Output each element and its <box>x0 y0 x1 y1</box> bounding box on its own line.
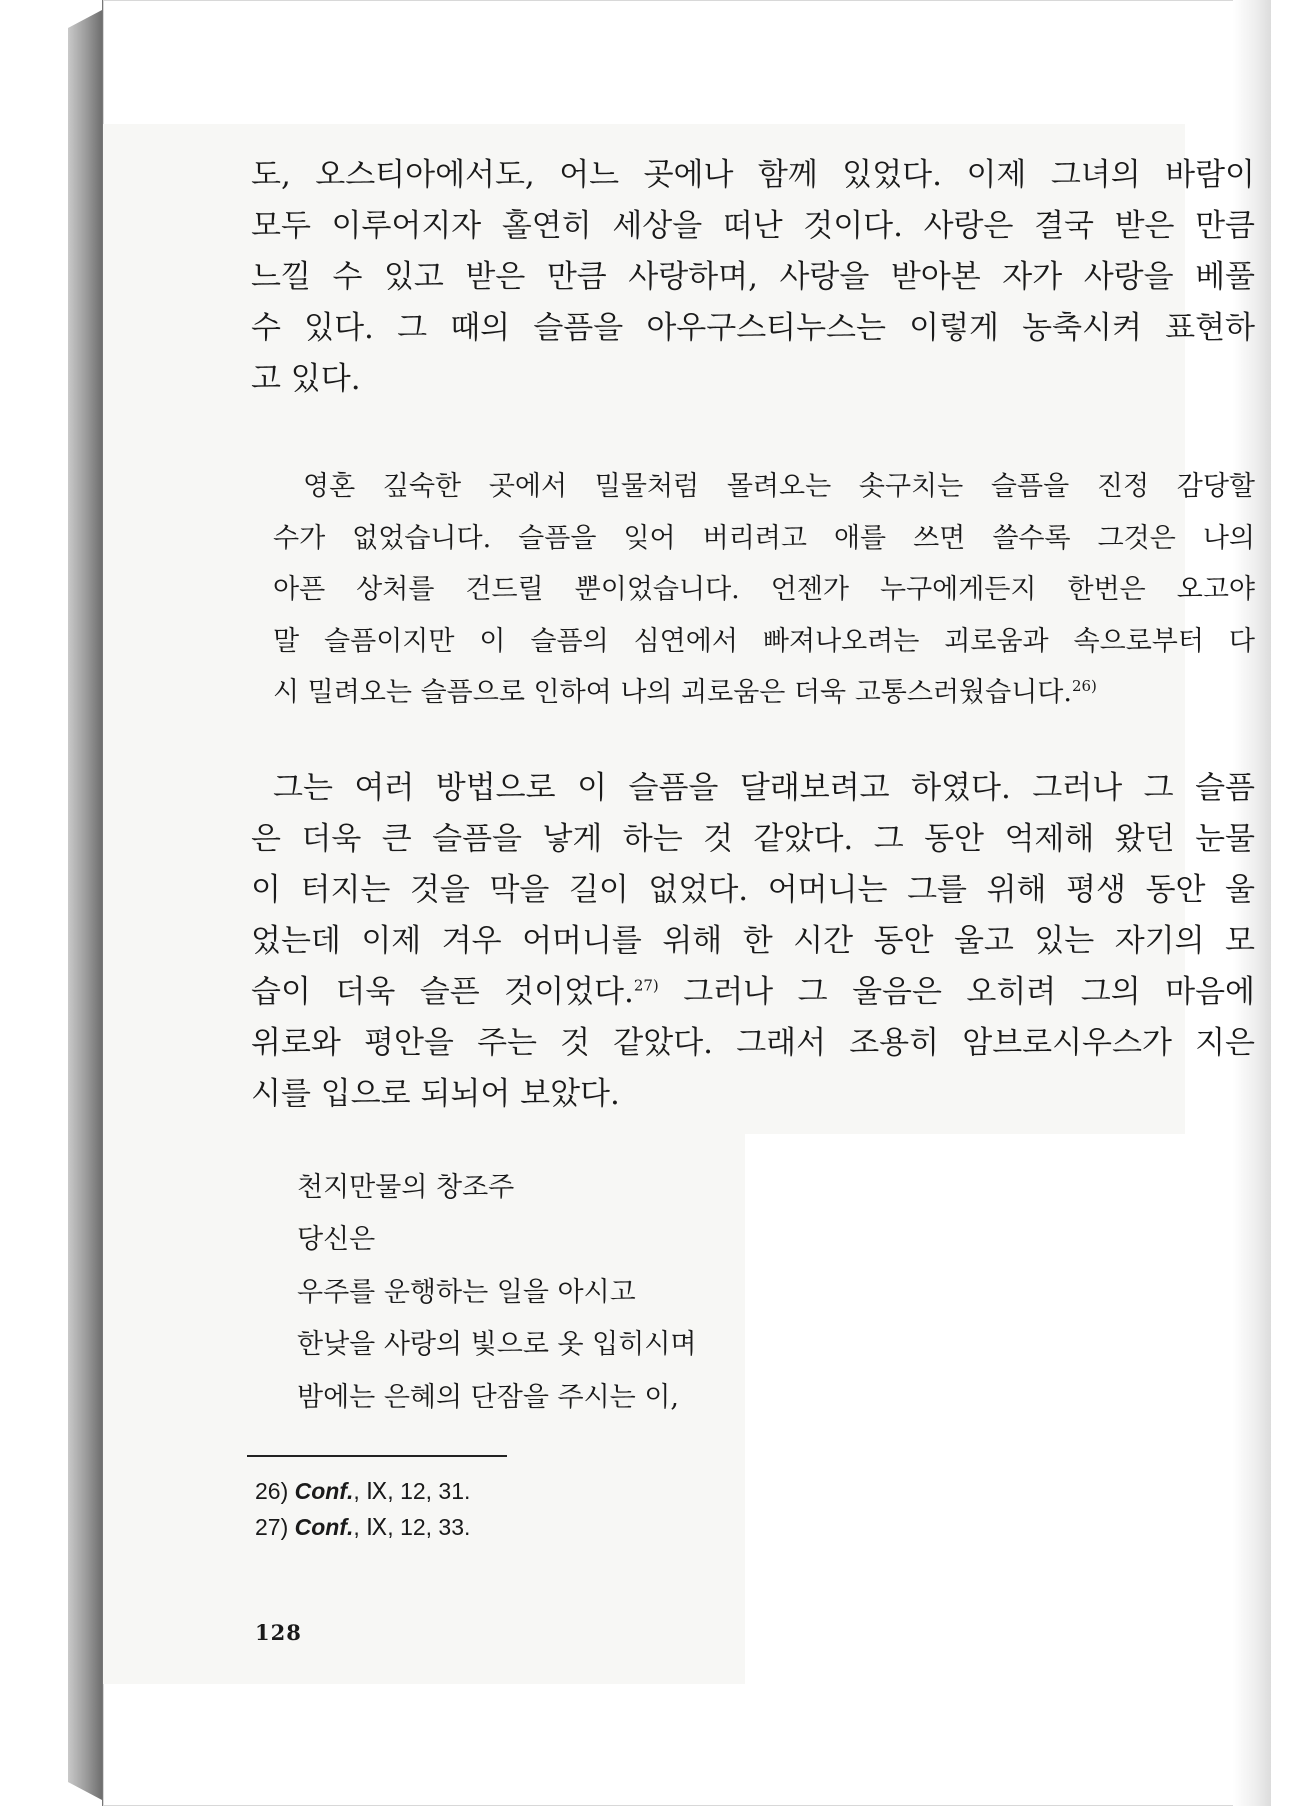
footnote-number: 27) <box>255 1514 289 1540</box>
text-line: 고 있다. <box>251 361 361 397</box>
book-page <box>102 0 1271 1806</box>
quote-line: 말 슬픔이지만 이 슬픔의 심연에서 빠져나오려는 괴로움과 속으로부터 다 <box>273 625 1255 657</box>
text-segment: 습이 더욱 슬픈 것이었다. <box>251 973 634 1010</box>
text-line <box>251 967 1255 1018</box>
footnote-source: Conf. <box>294 1514 354 1540</box>
poem-line: 밤에는 은혜의 단잠을 주시는 이, <box>297 1381 679 1413</box>
text-line: 그는 여러 방법으로 이 슬픔을 달래보려고 하였다. 그러나 그 슬픔 <box>273 769 1255 806</box>
poem-line: 한낮을 사랑의 빛으로 옷 입히시며 <box>297 1329 697 1360</box>
text-line: 모두 이루어지자 홀연히 세상을 떠난 것이다. 사랑은 결국 받은 만큼 <box>251 208 1255 244</box>
poem-line: 우주를 운행하는 일을 아시고 <box>297 1276 636 1308</box>
block-quote <box>251 461 1255 719</box>
footnote-ref-26: 26) <box>1071 677 1097 695</box>
page-number: 128 <box>255 1620 302 1645</box>
page-content <box>251 150 1255 1424</box>
footnote-reference: , Ⅸ, 12, 31. <box>353 1478 471 1504</box>
poem-line: 당신은 <box>297 1224 376 1255</box>
footnote-26 <box>255 1473 470 1509</box>
text-line: 도, 오스티아에서도, 어느 곳에나 함께 있었다. 이제 그녀의 바람이 <box>251 157 1255 193</box>
text-line: 수 있다. 그 때의 슬픔을 아우구스티누스는 이렇게 농축시켜 표현하 <box>251 310 1255 346</box>
quote-line: 영혼 깊숙한 곳에서 밀물처럼 몰려오는 솟구치는 슬픔을 진정 감당할 <box>303 471 1255 502</box>
body-paragraph-2 <box>251 763 1255 1120</box>
footnote-ref-27: 27) <box>633 976 659 995</box>
footnote-divider <box>247 1455 507 1457</box>
text-segment: 그러나 그 울음은 오히려 그의 마음에 <box>658 973 1255 1010</box>
footnotes <box>255 1473 470 1545</box>
footnote-reference: , Ⅸ, 12, 33. <box>353 1514 471 1540</box>
body-paragraph-1 <box>251 150 1255 405</box>
poem <box>251 1162 1255 1425</box>
footnote-27 <box>255 1509 470 1545</box>
quote-line: 수가 없었습니다. 슬픔을 잊어 버리려고 애를 쓰면 쓸수록 그것은 나의 <box>273 522 1255 554</box>
quote-line: 아픈 상처를 건드릴 뿐이었습니다. 언젠가 누구에게든지 한번은 오고야 <box>273 574 1255 605</box>
text-line: 시를 입으로 되뇌어 보았다. <box>251 1075 620 1112</box>
quote-line-text: 시 밀려오는 슬픔으로 인하여 나의 괴로움은 더욱 고통스러웠습니다. <box>273 677 1072 708</box>
text-line: 었는데 이제 겨우 어머니를 위해 한 시간 동안 울고 있는 자기의 모 <box>251 922 1255 959</box>
text-line: 느낄 수 있고 받은 만큼 사랑하며, 사랑을 받아본 자가 사랑을 베풀 <box>251 259 1255 295</box>
poem-line: 천지만물의 창조주 <box>297 1171 515 1203</box>
text-line: 이 터지는 것을 막을 길이 없었다. 어머니는 그를 위해 평생 동안 울 <box>251 871 1255 908</box>
book-page-edge <box>68 10 102 1800</box>
footnote-source: Conf. <box>294 1478 354 1504</box>
footnote-number: 26) <box>255 1478 289 1504</box>
text-line: 위로와 평안을 주는 것 같았다. 그래서 조용히 암브로시우스가 지은 <box>251 1024 1255 1061</box>
quote-line <box>273 667 1255 719</box>
text-line: 은 더욱 큰 슬픔을 낳게 하는 것 같았다. 그 동안 억제해 왔던 눈물 <box>251 820 1255 857</box>
